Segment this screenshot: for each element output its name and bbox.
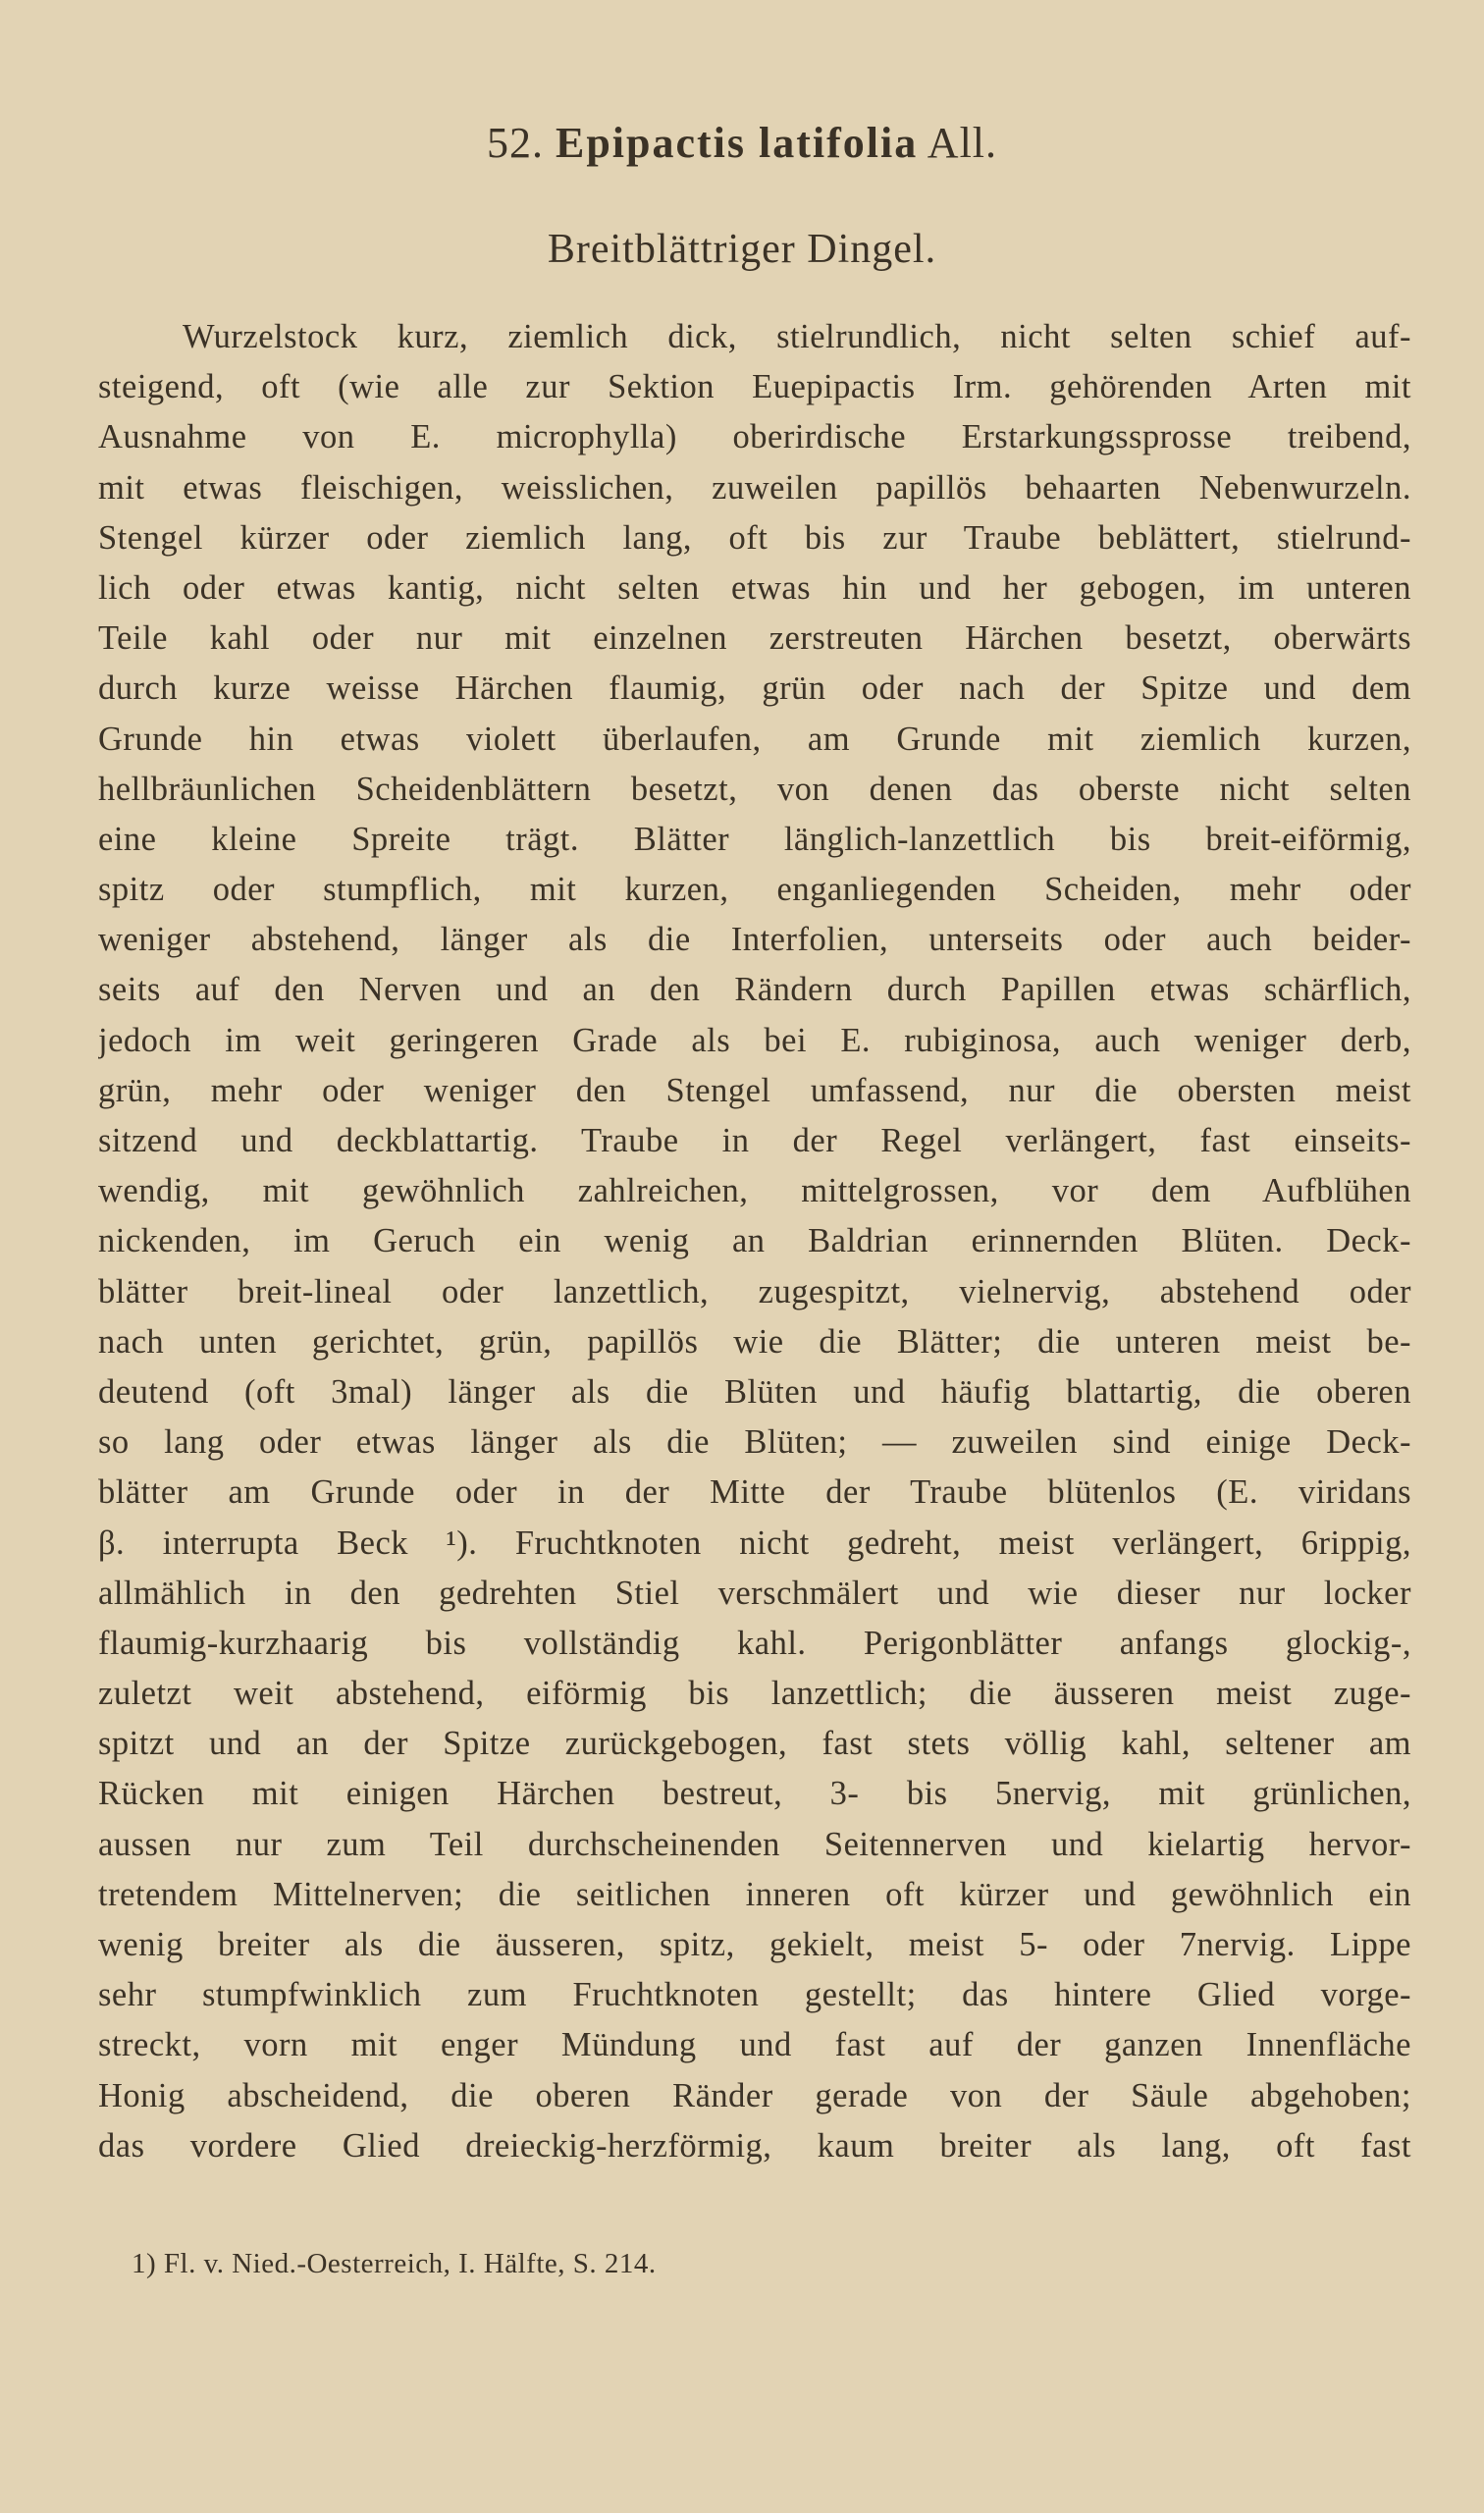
text-line: β. interrupta Beck ¹). Fruchtknoten nicht gedreht, meist verlängert, 6rippig,: [98, 1524, 1411, 1562]
text-line: jedoch im weit geringeren Grade als bei E. rubiginosa, auch weniger derb,: [98, 1021, 1411, 1059]
text-line: mit etwas fleischigen, weisslichen, zuweilen papillös behaarten Nebenwurzeln.: [98, 468, 1411, 507]
text-line: so lang oder etwas länger als die Blüten; — zuweilen sind einige Deck-: [98, 1423, 1411, 1462]
text-line: eine kleine Spreite trägt. Blätter länglich-lanzettlich bis breit-eiförmig,: [98, 820, 1411, 858]
text-line: wendig, mit gewöhnlich zahlreichen, mittelgrossen, vor dem Aufblühen: [98, 1172, 1411, 1210]
text-line: aussen nur zum Teil durchscheinenden Seitennerven und kielartig hervor-: [98, 1825, 1411, 1863]
text-line: nach unten gerichtet, grün, papillös wie die Blätter; die unteren meist be-: [98, 1322, 1411, 1361]
text-line: sitzend und deckblattartig. Traube in der Regel verlängert, fast einseits-: [98, 1122, 1411, 1159]
species-name: Epipactis latifolia: [555, 119, 919, 167]
text-line: lich oder etwas kantig, nicht selten etwas hin und her gebogen, im unteren: [98, 568, 1411, 607]
text-line: seits auf den Nerven und an den Rändern durch Papillen etwas schärflich,: [98, 971, 1411, 1009]
text-line: sehr stumpfwinklich zum Fruchtknoten gestellt; das hintere Glied vorge-: [98, 1976, 1411, 2014]
text-line: zuletzt weit abstehend, eiförmig bis lanzettlich; die äusseren meist zuge-: [98, 1675, 1411, 1713]
text-line: Stengel kürzer oder ziemlich lang, oft bis zur Traube beblättert, stielrund-: [98, 518, 1411, 557]
text-line: blätter am Grunde oder in der Mitte der Traube blütenlos (E. viridans: [98, 1473, 1411, 1512]
common-name: Breitblättriger Dingel.: [547, 227, 937, 272]
text-line: steigend, oft (wie alle zur Sektion Euepipactis Irm. gehörenden Arten mit: [98, 368, 1411, 406]
text-line: allmählich in den gedrehten Stiel verschmälert und wie dieser nur locker: [98, 1574, 1411, 1612]
text-line: deutend (oft 3mal) länger als die Blüten und häufig blattartig, die oberen: [98, 1372, 1411, 1411]
text-line: Teile kahl oder nur mit einzelnen zerstreuten Härchen besetzt, oberwärts: [98, 619, 1411, 658]
description-text: [98, 312, 1411, 2171]
species-heading: [0, 114, 1484, 173]
text-line: streckt, vorn mit enger Mündung und fast auf der ganzen Innenfläche: [98, 2026, 1411, 2064]
text-line: das vordere Glied dreieckig-herzförmig, kaum breiter als lang, oft fast: [98, 2126, 1411, 2165]
text-line: Grunde hin etwas violett überlaufen, am Grunde mit ziemlich kurzen,: [98, 720, 1411, 758]
text-line: hellbräunlichen Scheidenblättern besetzt, von denen das oberste nicht selten: [98, 770, 1411, 808]
text-line: Honig abscheidend, die oberen Ränder gerade von der Säule abgehoben;: [98, 2076, 1411, 2114]
text-line: durch kurze weisse Härchen flaumig, grün oder nach der Spitze und dem: [98, 669, 1411, 708]
text-line: spitzt und an der Spitze zurückgebogen, fast stets völlig kahl, seltener am: [98, 1725, 1411, 1763]
text-line: tretendem Mittelnerven; die seitlichen inneren oft kürzer und gewöhnlich ein: [98, 1875, 1411, 1913]
text-line: weniger abstehend, länger als die Interfolien, unterseits oder auch beider-: [98, 921, 1411, 959]
text-line: Wurzelstock kurz, ziemlich dick, stielrundlich, nicht selten schief auf-: [183, 318, 1411, 355]
text-line: grün, mehr oder weniger den Stengel umfassend, nur die obersten meist: [98, 1071, 1411, 1109]
text-line: nickenden, im Geruch ein wenig an Baldrian erinnernden Blüten. Deck-: [98, 1222, 1411, 1260]
footnote: 1) Fl. v. Nied.-Oesterreich, I. Hälfte, S. 214.: [132, 2248, 657, 2279]
text-line: Ausnahme von E. microphylla) oberirdische Erstarkungssprosse treibend,: [98, 418, 1411, 456]
text-line: blätter breit-lineal oder lanzettlich, zugespitzt, vielnervig, abstehend oder: [98, 1272, 1411, 1310]
species-number: 52.: [486, 119, 544, 167]
text-line: spitz oder stumpflich, mit kurzen, enganliegenden Scheiden, mehr oder: [98, 871, 1411, 909]
text-line: wenig breiter als die äusseren, spitz, gekielt, meist 5- oder 7nervig. Lippe: [98, 1926, 1411, 1963]
species-author: All.: [927, 119, 998, 167]
text-line: Rücken mit einigen Härchen bestreut, 3- bis 5nervig, mit grünlichen,: [98, 1775, 1411, 1813]
text-line: flaumig-kurzhaarig bis vollständig kahl. Perigonblätter anfangs glockig-,: [98, 1624, 1411, 1662]
